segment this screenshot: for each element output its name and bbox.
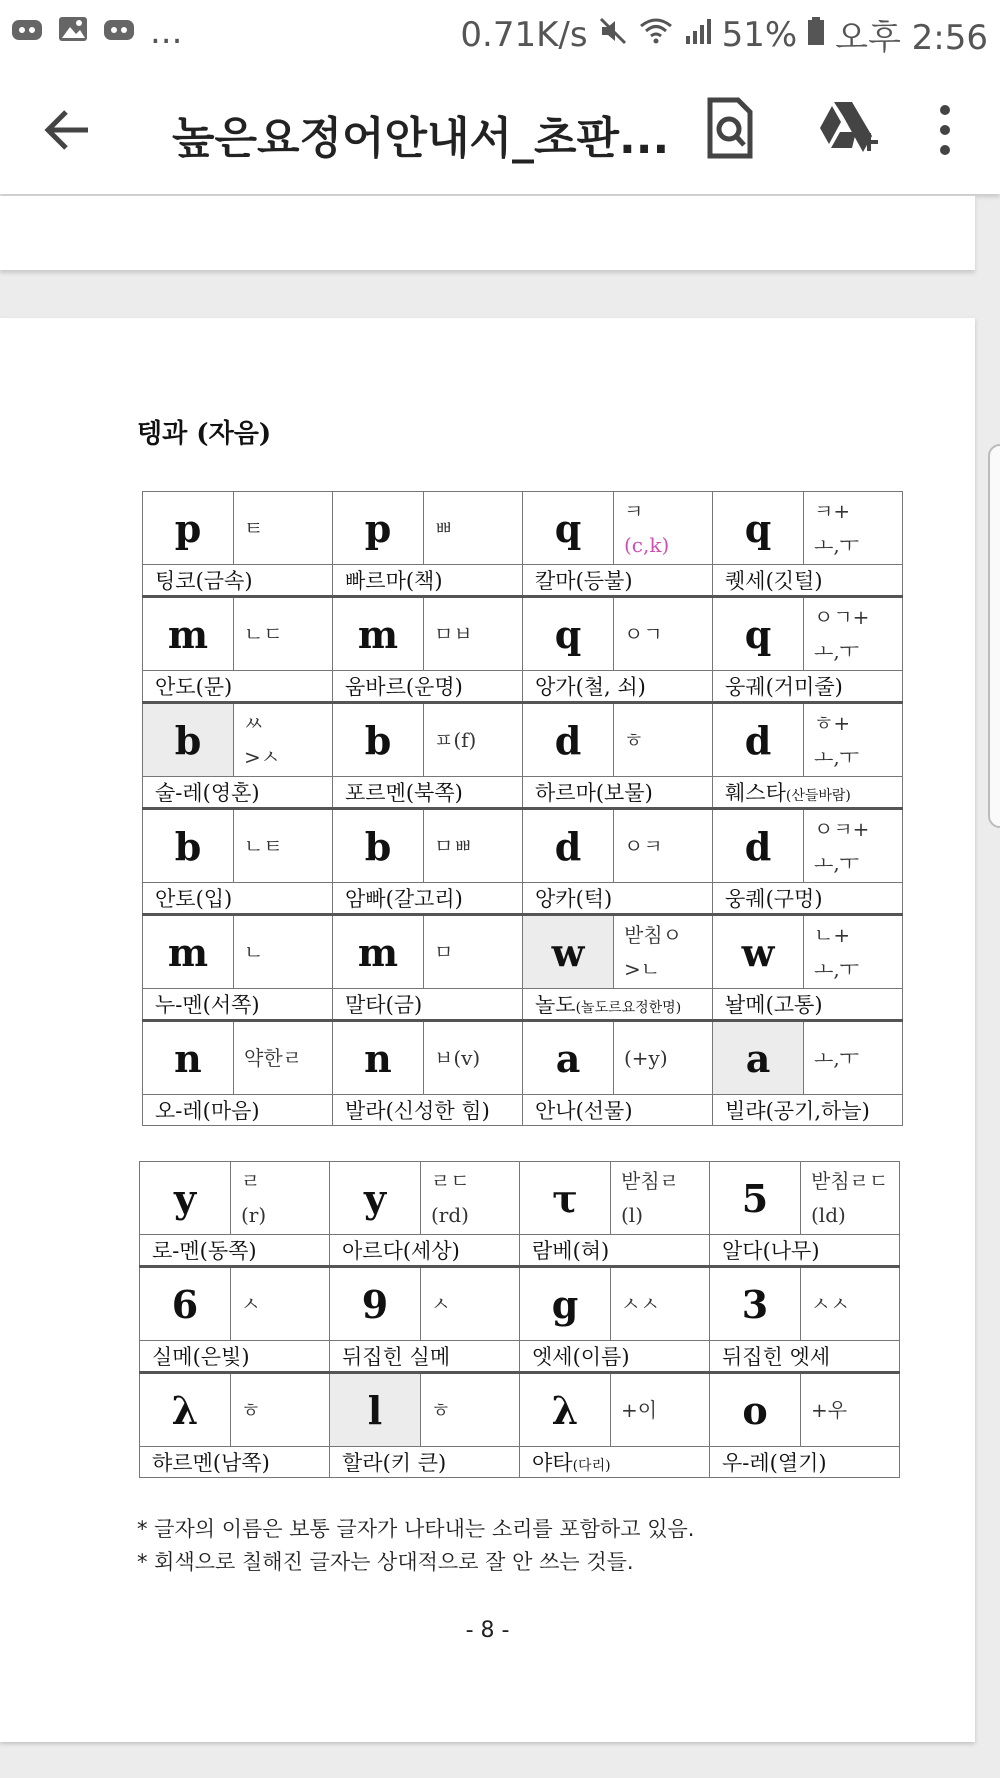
- glyph-sound: [421, 1162, 520, 1235]
- scroll-handle[interactable]: [988, 444, 1000, 828]
- glyph-name-note: (산들바람): [785, 788, 851, 804]
- glyph-name-text: 웅퀘(구멍): [725, 887, 823, 911]
- glyph-name-text: 오-레(마음): [155, 1099, 260, 1123]
- sound-line: ㅅ: [241, 1292, 261, 1316]
- tengwar-glyph: q: [523, 492, 614, 565]
- glyph-name-text: 람베(혀): [532, 1239, 610, 1263]
- glyph-name-text: 빌랴(공기,하늘): [725, 1099, 870, 1123]
- tengwar-glyph: b: [143, 809, 234, 883]
- glyph-sound: [424, 915, 523, 989]
- glyph-sound: [611, 1162, 710, 1235]
- glyph-sound: [424, 597, 523, 671]
- glyph-sound: [614, 703, 713, 777]
- sound-line: ㅎ: [624, 728, 644, 752]
- glyph-sound: [231, 1267, 330, 1341]
- tengwar-glyph: d: [523, 809, 614, 883]
- signal-icon: [684, 15, 712, 55]
- glyph-sound: [614, 809, 713, 883]
- glyph-name: [713, 989, 903, 1021]
- glyph-sound: [614, 597, 713, 671]
- tengwar-glyph: p: [333, 492, 424, 565]
- glyph-name-text: 웅궤(거미줄): [725, 675, 843, 699]
- sound-line: ㅌ: [244, 516, 264, 540]
- sound-line: ㅗ,ㅜ: [814, 1046, 859, 1070]
- tengwar-glyph: y: [330, 1162, 421, 1235]
- sound-line: +이: [621, 1398, 658, 1422]
- sound-line: (c,k): [624, 533, 670, 557]
- glyph-name-text: 할라(키 큰): [342, 1451, 447, 1475]
- glyph-name-text: 놜메(고통): [725, 993, 823, 1017]
- discord-icon: [102, 12, 136, 52]
- glyph-name: [143, 989, 333, 1021]
- glyph-name: [523, 777, 713, 809]
- more-notifications: ...: [150, 12, 183, 52]
- glyph-name: [143, 565, 333, 597]
- glyph-sound: [424, 1021, 523, 1095]
- sound-line: ㄹㄷ: [431, 1169, 470, 1193]
- sound-line: ㅗ,ㅜ: [814, 957, 859, 981]
- glyph-name-text: 팅코(금속): [155, 569, 253, 593]
- glyph-name-text: 안도(문): [155, 675, 233, 699]
- tengwar-glyph: o: [710, 1373, 801, 1447]
- sound-line: (r): [241, 1203, 267, 1227]
- sound-line: >ㅅ: [244, 745, 281, 769]
- glyph-name: [523, 989, 713, 1021]
- glyph-name: [333, 671, 523, 703]
- glyph-sound: [234, 597, 333, 671]
- glyph-sound: [804, 809, 903, 883]
- sound-line: >ㄴ: [624, 957, 661, 981]
- glyph-name: [143, 883, 333, 915]
- glyph-name-text: 움바르(운명): [345, 675, 463, 699]
- glyph-sound: [234, 809, 333, 883]
- sound-line: ㅎ: [431, 1398, 451, 1422]
- wifi-icon: [638, 15, 674, 55]
- glyph-name-text: 아르다(세상): [342, 1239, 460, 1263]
- sound-line: ㅍ(f): [434, 728, 477, 752]
- glyph-sound: [231, 1373, 330, 1447]
- tengwar-glyph: q: [713, 492, 804, 565]
- glyph-sound: [804, 492, 903, 565]
- page-number: - 8 -: [465, 1618, 510, 1643]
- tengwar-glyph: m: [143, 597, 234, 671]
- glyph-name-text: 훼스타: [725, 781, 786, 805]
- glyph-name-text: 하르마(보물): [535, 781, 653, 805]
- glyph-name-text: 엣세(이름): [532, 1345, 630, 1369]
- glyph-name-text: 앙카(턱): [535, 887, 613, 911]
- sound-line: ㅁㅃ: [434, 834, 473, 858]
- glyph-name: [713, 671, 903, 703]
- sound-line: ㅇㄱ+: [814, 605, 870, 629]
- consonant-table-1: [142, 491, 903, 1126]
- consonant-table-2: [139, 1161, 900, 1478]
- sound-line: (+y): [624, 1046, 668, 1070]
- glyph-name-text: 로-멘(동쪽): [152, 1239, 257, 1263]
- tengwar-glyph: a: [523, 1021, 614, 1095]
- tengwar-glyph: m: [333, 597, 424, 671]
- glyph-sound: [234, 492, 333, 565]
- sound-line: ㄹ: [241, 1169, 261, 1193]
- glyph-sound: [614, 1021, 713, 1095]
- tengwar-glyph: a: [713, 1021, 804, 1095]
- glyph-name: [523, 1095, 713, 1126]
- glyph-name-text: 뒤집힌 엣세: [722, 1345, 831, 1369]
- glyph-sound: [614, 915, 713, 989]
- note-line: * 글자의 이름은 보통 글자가 나타내는 소리를 포함하고 있음.: [137, 1517, 695, 1541]
- glyph-name: [523, 565, 713, 597]
- sound-line: ㄴ: [244, 940, 264, 964]
- glyph-name: [710, 1341, 900, 1373]
- glyph-name-note: (놀도르요정한명): [575, 1000, 682, 1016]
- glyph-sound: [234, 1021, 333, 1095]
- sound-line: 받침ㅇ: [624, 923, 682, 947]
- tengwar-glyph: m: [333, 915, 424, 989]
- glyph-sound: [611, 1267, 710, 1341]
- glyph-name: [330, 1447, 520, 1478]
- glyph-sound: [804, 1021, 903, 1095]
- glyph-name-text: 놀도: [535, 993, 576, 1017]
- glyph-name: [520, 1341, 710, 1373]
- sound-line: ㅅㅅ: [621, 1292, 660, 1316]
- tengwar-glyph: λ: [140, 1373, 231, 1447]
- sound-line: ㅁ: [434, 940, 454, 964]
- sound-line: ㅗ,ㅜ: [814, 639, 859, 663]
- sound-line: ㅗ,ㅜ: [814, 851, 859, 875]
- glyph-name: [333, 565, 523, 597]
- glyph-sound: [421, 1267, 520, 1341]
- app-bar: [0, 62, 1000, 194]
- sound-line: ㄴㄷ: [244, 622, 283, 646]
- sound-line: ㅗ,ㅜ: [814, 533, 859, 557]
- glyph-name: [143, 777, 333, 809]
- glyph-name-text: 누-멘(서쪽): [155, 993, 260, 1017]
- glyph-name-text: 안나(선물): [535, 1099, 633, 1123]
- glyph-name: [140, 1341, 330, 1373]
- glyph-name-text: 알다(나무): [722, 1239, 820, 1263]
- glyph-name: [520, 1447, 710, 1478]
- glyph-name: [710, 1447, 900, 1478]
- sound-line: ㄴ+: [814, 923, 851, 947]
- back-arrow-icon[interactable]: [40, 100, 100, 160]
- battery-icon: [807, 15, 825, 55]
- glyph-name-note: (다리): [572, 1458, 611, 1474]
- glyph-sound: [611, 1373, 710, 1447]
- sound-line: ㅇㅋ: [624, 834, 663, 858]
- search-document-icon[interactable]: [700, 96, 760, 160]
- tengwar-glyph: 3: [710, 1267, 801, 1341]
- glyph-name: [713, 883, 903, 915]
- tengwar-glyph: b: [333, 703, 424, 777]
- glyph-name: [333, 777, 523, 809]
- section-title: 텡과 (자음): [137, 419, 272, 449]
- glyph-sound: [234, 703, 333, 777]
- sound-line: ㅎ: [241, 1398, 261, 1422]
- sound-line: (ld): [811, 1203, 846, 1227]
- tengwar-glyph: m: [143, 915, 234, 989]
- tengwar-glyph: w: [523, 915, 614, 989]
- sound-line: ㅇㄱ: [624, 622, 663, 646]
- tengwar-glyph: 9: [330, 1267, 421, 1341]
- glyph-name-text: 뒤집힌 실메: [342, 1345, 451, 1369]
- tengwar-glyph: n: [333, 1021, 424, 1095]
- glyph-sound: [801, 1373, 900, 1447]
- glyph-name-text: 포르멘(북쪽): [345, 781, 463, 805]
- glyph-name-text: 칼마(등불): [535, 569, 633, 593]
- glyph-name: [140, 1235, 330, 1267]
- previous-page: [0, 196, 975, 270]
- glyph-sound: [231, 1162, 330, 1235]
- glyph-name-text: 발라(신성한 힘): [345, 1099, 490, 1123]
- glyph-name-text: 퀫세(깃털): [725, 569, 823, 593]
- glyph-name-text: 야타: [532, 1451, 573, 1475]
- tengwar-glyph: b: [143, 703, 234, 777]
- tengwar-glyph: q: [523, 597, 614, 671]
- image-icon: [58, 12, 88, 52]
- glyph-name: [713, 777, 903, 809]
- glyph-name: [143, 671, 333, 703]
- glyph-sound: [804, 597, 903, 671]
- sound-line: (rd): [431, 1203, 469, 1227]
- glyph-name: [333, 1095, 523, 1126]
- glyph-sound: [804, 915, 903, 989]
- glyph-sound: [424, 809, 523, 883]
- glyph-name: [710, 1235, 900, 1267]
- tengwar-glyph: 5: [710, 1162, 801, 1235]
- tengwar-glyph: y: [140, 1162, 231, 1235]
- glyph-name: [333, 989, 523, 1021]
- glyph-name-text: 실메(은빛): [152, 1345, 250, 1369]
- glyph-name-text: 햐르멘(남쪽): [152, 1451, 270, 1475]
- glyph-name-text: 말타(금): [345, 993, 423, 1017]
- glyph-sound: [424, 703, 523, 777]
- tengwar-glyph: τ: [520, 1162, 611, 1235]
- glyph-name: [330, 1341, 520, 1373]
- tengwar-glyph: d: [713, 809, 804, 883]
- tengwar-glyph: g: [520, 1267, 611, 1341]
- sound-line: 받침ㄹ: [621, 1169, 679, 1193]
- glyph-sound: [421, 1373, 520, 1447]
- document-title: 높은요정어안내서_초판...: [172, 113, 670, 164]
- glyph-name-text: 안토(입): [155, 887, 233, 911]
- tengwar-glyph: b: [333, 809, 424, 883]
- glyph-name: [520, 1235, 710, 1267]
- glyph-sound: [801, 1162, 900, 1235]
- glyph-name-text: 빠르마(책): [345, 569, 443, 593]
- glyph-sound: [424, 492, 523, 565]
- glyph-name: [140, 1447, 330, 1478]
- tengwar-glyph: w: [713, 915, 804, 989]
- add-to-drive-icon[interactable]: [812, 96, 882, 160]
- sound-line: ㅅㅅ: [811, 1292, 850, 1316]
- sound-line: ㅂ(v): [434, 1046, 481, 1070]
- sound-line: ㅁㅂ: [434, 622, 473, 646]
- glyph-sound: [801, 1267, 900, 1341]
- sound-line: ㅗ,ㅜ: [814, 745, 859, 769]
- sound-line: ㅋ+: [814, 499, 851, 523]
- document-page: [0, 318, 975, 1742]
- glyph-name-text: 앙가(철, 쇠): [535, 675, 646, 699]
- glyph-sound: [804, 703, 903, 777]
- sound-line: 약한ㄹ: [244, 1046, 302, 1070]
- network-speed: 0.71K/s: [460, 14, 588, 55]
- glyph-name: [330, 1235, 520, 1267]
- glyph-name: [523, 883, 713, 915]
- glyph-name: [333, 883, 523, 915]
- note-line: * 회색으로 칠해진 글자는 상대적으로 잘 안 쓰는 것들.: [137, 1550, 634, 1574]
- tengwar-glyph: d: [523, 703, 614, 777]
- tengwar-glyph: l: [330, 1373, 421, 1447]
- status-bar: [0, 0, 1000, 62]
- glyph-name-text: 암빠(갈고리): [345, 887, 463, 911]
- tengwar-glyph: q: [713, 597, 804, 671]
- glyph-sound: [614, 492, 713, 565]
- more-vert-icon[interactable]: [930, 102, 960, 158]
- tengwar-glyph: n: [143, 1021, 234, 1095]
- glyph-name: [143, 1095, 333, 1126]
- sound-line: ㄴㅌ: [244, 834, 283, 858]
- tengwar-glyph: 6: [140, 1267, 231, 1341]
- sound-line: ㅋ: [624, 499, 644, 523]
- mute-icon: [598, 15, 628, 55]
- sound-line: ㅎ+: [814, 711, 851, 735]
- sound-line: ㅃ: [434, 516, 454, 540]
- glyph-name: [523, 671, 713, 703]
- sound-line: ㅇㅋ+: [814, 817, 870, 841]
- glyph-name-text: 술-레(영혼): [155, 781, 260, 805]
- tengwar-glyph: λ: [520, 1373, 611, 1447]
- sound-line: +우: [811, 1398, 848, 1422]
- sound-line: ㅅ: [431, 1292, 451, 1316]
- battery-percent: 51%: [721, 14, 798, 55]
- glyph-name: [713, 565, 903, 597]
- tengwar-glyph: p: [143, 492, 234, 565]
- tengwar-glyph: d: [713, 703, 804, 777]
- sound-line: ㅆ: [244, 711, 264, 735]
- sound-line: (l): [621, 1203, 644, 1227]
- clock: 오후 2:56: [835, 18, 988, 58]
- discord-icon: [10, 12, 44, 52]
- glyph-sound: [234, 915, 333, 989]
- glyph-name: [713, 1095, 903, 1126]
- glyph-name-text: 우-레(열기): [722, 1451, 827, 1475]
- sound-line: 받침ㄹㄷ: [811, 1169, 889, 1193]
